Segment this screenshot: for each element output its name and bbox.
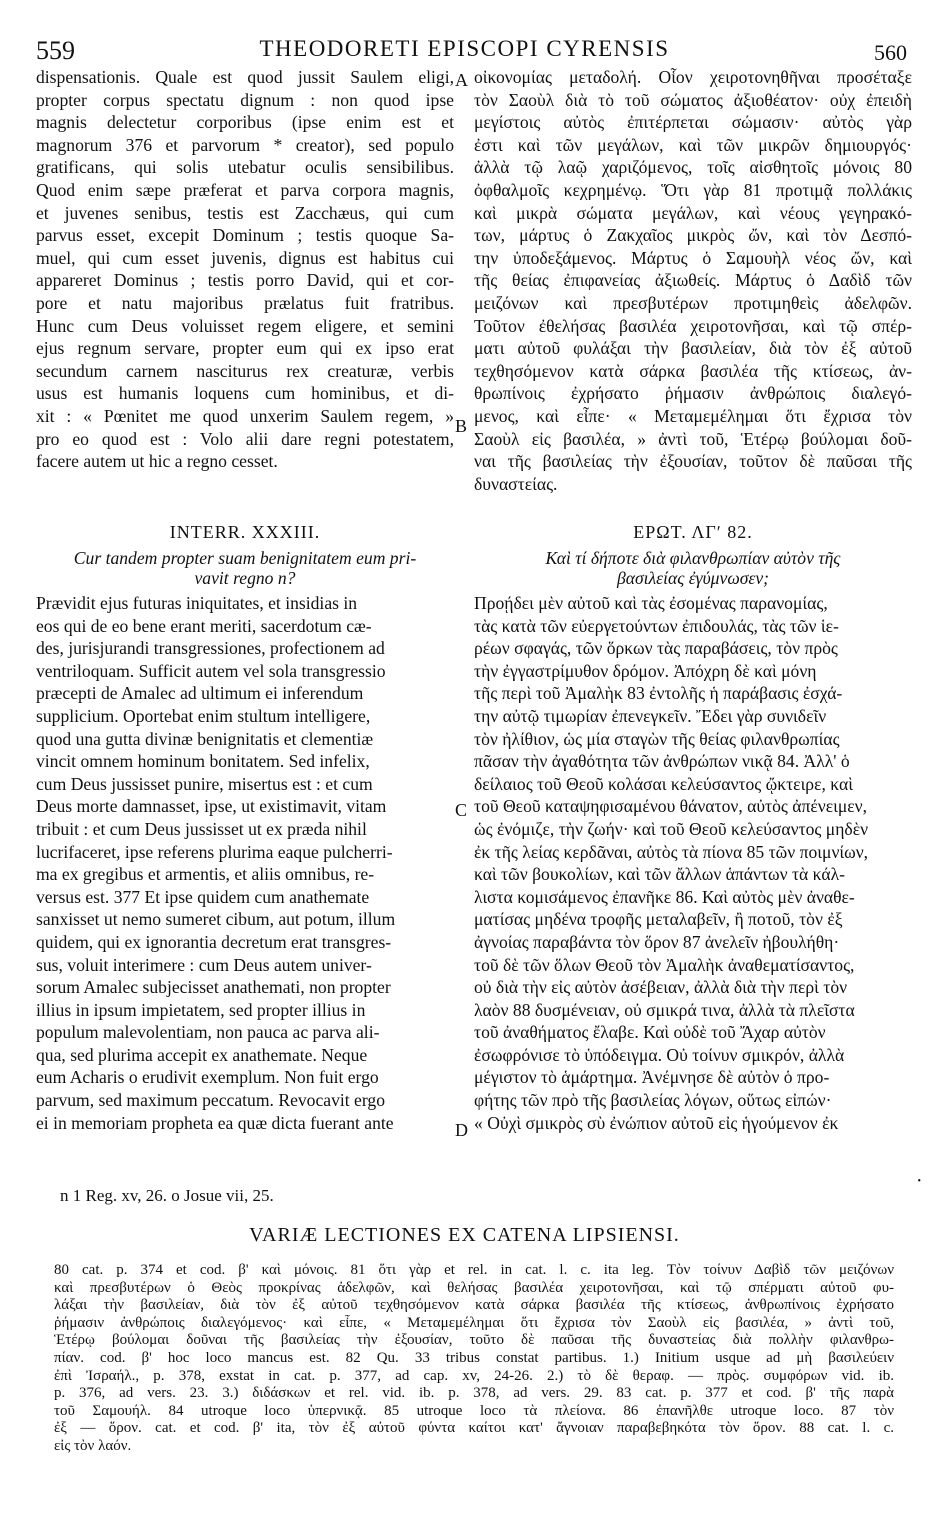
running-title: THEODORETI EPISCOPI CYRENSIS xyxy=(259,36,670,61)
text-line: ὀφθαλμοῖς κεχρημένῳ. Ὅτι γὰρ 81 προτιμᾷ πολλάκις xyxy=(474,179,912,200)
text-line: facere autem ut hic a regno cesset. xyxy=(36,451,278,472)
text-line: des, jurisjurandi transgressiones, profectionem ad xyxy=(36,638,385,659)
text-line: την αὐτῷ τιμωρίαν ἐπενεγκεῖν. Ἔδει γὰρ συνιδεῖν xyxy=(474,705,827,726)
text-line: parvus esset, excepit Dominum ; testis quoque Sa- xyxy=(36,225,454,246)
footnote: n 1 Reg. xv, 26. o Josue vii, 25. xyxy=(60,1186,274,1205)
text-line: τὸν ἠλίθιον, ὡς μία σταγὼν τῆς θείας φιλανθρωπίας xyxy=(474,728,840,749)
text-line: vincit omnem hominum bonitatem. Sed infelix, xyxy=(36,751,370,772)
latin-column-bottom xyxy=(36,592,454,1134)
text-line: πᾶσαν τὴν ἀγαθότητα τῶν ἀνθρώπων νικᾷ 84. Ἀλλ' ὁ xyxy=(474,751,850,772)
text-line: θρωπίνοις ἐχρήσατο ῥήμασιν ἀνθρώποις διαλεγό- xyxy=(474,383,912,404)
text-line: Quod enim sæpe præferat et parva corpora magnis, xyxy=(36,179,454,200)
latin-subtitle-line-2: vavit regno n? xyxy=(194,568,296,588)
text-line: dispensationis. Quale est quod jussit Saulem eligi, xyxy=(36,67,454,87)
text-line: ματίσας μηδένα τροφῆς μεταλαβεῖν, ἢ ποτοῦ, τὸν ἐξ xyxy=(474,909,843,930)
variant-line: Ἑτέρῳ βούλομαι δοῦναι τῆς βασιλείας τὴν ἐξουσίαν, τοῦτο δὲ παῦσαι τῆς δυναστείας διὰ πολλὴν φιλανθρω- xyxy=(54,1332,894,1349)
variant-line: ἐξ — ὅρον. cat. et cod. β' ita, τὸν ἐξ αὐτοῦ φύντα καίτοι κατ' ἄγνοιαν παραβεβηκότα τὸν ὅρον. 88 cat. l. c. xyxy=(54,1420,894,1437)
text-line: λαὸν 88 δυσμένειαν, οὐ σμικρά τινα, ἀλλὰ τὰ πλεῖστα xyxy=(474,999,855,1020)
text-line: ὡς ἐνόμιζε, τὴν ζωήν· καὶ τοῦ Θεοῦ κελεύσαντος μηδὲν xyxy=(474,818,869,839)
text-line: τοῦ Θεοῦ καταψηφισαμένου θάνατον, αὐτὸς ἀπένειμεν, xyxy=(474,796,868,817)
text-line: secundum carnem nasciturus rex creaturæ, verbis xyxy=(36,360,454,381)
text-line: οὐ διὰ τὴν εἰς αὐτὸν ἀσέβειαν, ἀλλὰ διὰ τὴν περὶ τὸν xyxy=(474,977,848,998)
text-line: ναι τῆς βασιλείας τὴν ἐξουσίαν, τοῦτον δὲ παῦσαι τῆς xyxy=(474,451,912,472)
text-line: qua, sed plurima accepit ex anathemate. Neque xyxy=(36,1044,368,1065)
text-line: sanxisset ut nemo sumeret cibum, aut potum, illum xyxy=(36,909,396,930)
text-line: eum Acharis o erudivit exemplum. Non fuit ergo xyxy=(36,1067,379,1088)
variant-line: πίαν. cod. β' hoc loco mancus est. 82 Qu. 33 tribus constat partibus. 1.) Initium usque ad μὴ βασιλεύειν xyxy=(54,1349,894,1366)
text-line: μενος, καὶ εἶπε· « Μεταμεμέλημαι ὅτι ἔχρισα τὸν xyxy=(474,405,912,426)
variant-line: 80 cat. p. 374 et cod. β' καὶ μόνοις. 81 ὅτι γὰρ et rel. in cat. l. c. ita leg. Τὸν τοίνυν Δαβὶδ τῶν μειζόνων xyxy=(54,1262,894,1278)
variae-title: VARIÆ LECTIONES EX CATENA LIPSIENSI. xyxy=(249,1224,680,1246)
greek-column-bottom xyxy=(474,592,912,1134)
variae-text xyxy=(54,1262,894,1456)
text-line: parvum, sed maximum peccatum. Revocavit ergo xyxy=(36,1090,386,1111)
variant-line: ῥήμασιν ἀνθρώποις διαλεγόμενος· καὶ εἶπε, « Μεταμεμέλημαι ὅτι ἔχρισα τὸν Σαοὺλ εἰς βασιλέα, » ἀντὶ τοῦ, xyxy=(54,1314,894,1331)
text-line: ἀλλὰ τῷ λαῷ χαριζόμενος, τοῖς αἰσθητοῖς μόνοις 80 xyxy=(474,157,912,178)
text-line: sus, voluit interimere : cum Deus autem univer- xyxy=(36,954,372,975)
text-line: tribuit : et cum Deus jussisset ut ex præda nihil xyxy=(36,818,367,839)
text-line: appareret Dominus ; testis porro David, qui et cor- xyxy=(36,270,454,291)
text-line: xit : « Pœnitet me quod unxerim Saulem regem, » xyxy=(36,405,454,426)
text-line: magnis delectetur corporibus (ipse enim est et xyxy=(36,112,454,133)
text-line: Σαοὺλ εἰς βασιλέα, » ἀντὶ τοῦ, Ἑτέρῳ βούλομαι δοῦ- xyxy=(474,428,912,449)
text-line: λιστα κομισάμενος ἐπανῆκε 86. Καὶ αὐτὸς μὲν ἀναθε- xyxy=(474,886,855,907)
text-line: Τοῦτον ἐθελήσας βασιλέα χειροτονῆσαι, καὶ τῷ σπέρ- xyxy=(474,315,912,336)
greek-section-title: ΕΡΩΤ. ΛΓʹ 82. xyxy=(633,522,753,542)
latin-section-subtitle xyxy=(36,548,454,588)
text-line: ἀγνοίας παραβάντα τὸν ὅρον 87 ἀνελεῖν ἠβουλήθη· xyxy=(474,931,840,952)
text-line: ejus regnum servare, propter eum qui ex ipso erat xyxy=(36,338,454,359)
greek-subtitle-line-2: βασιλείας ἐγύμνωσεν; xyxy=(616,568,770,588)
text-line: δείλαιος τοῦ Θεοῦ κολάσαι κελεύσαντος ᾤκτειρε, καὶ xyxy=(474,773,853,794)
variant-line: p. 376, ad vers. 23. 3.) διδάσκων et rel. vid. ib. p. 378, ad vers. 29. 83 cat. p. 377 et cod. β' τῆς παρὰ xyxy=(54,1385,894,1402)
text-line: Prævidit ejus futuras iniquitates, et insidias in xyxy=(36,593,358,613)
text-line: ρέων σφαγάς, τῶν ὅρκων τὰς παραβάσεις, τὸν πρὸς xyxy=(474,638,838,659)
text-line: τὸν Σαοὺλ διὰ τὸ τοῦ σώματος ἀξιοθέατον· οὐχ ἐπειδὴ xyxy=(474,89,912,110)
text-line: Hunc cum Deus voluisset regem eligere, et semini xyxy=(36,315,454,336)
text-line: ἐστι καὶ τῶν μεγάλων, καὶ τῶν μικρῶν δημιουργός· xyxy=(474,134,912,155)
text-line: quidem, qui ex ignorantia decretum erat transgres- xyxy=(36,931,392,952)
text-line: supplicium. Oportebat enim stultum intelligere, xyxy=(36,705,371,726)
text-line: magnorum 376 et parvorum * creator), sed populo xyxy=(36,134,454,155)
text-line: τοῦ δὲ τῶν ὅλων Θεοῦ τὸν Ἀμαλὴκ ἀναθεματίσαντος, xyxy=(474,954,855,975)
text-line: Deus morte damnasset, ipse, ut existimavit, vitam xyxy=(36,796,387,817)
text-line: pore et natu majoribus prælatus fuit fratribus. xyxy=(36,292,454,313)
text-line: ἐκ τῆς λείας κερδᾶναι, αὐτὸς τὰ πίονα 85 τῶν ποιμνίων, xyxy=(474,841,869,862)
text-line: των, μάρτυς ὁ Ζακχαῖος μικρὸς ὤν, καὶ τὸν Δεσπό- xyxy=(474,225,912,246)
text-line: οἰκονομίας μεταδολή. Οἷον χειροτονηθῆναι προσέταξε xyxy=(474,67,912,87)
text-line: cum Deus jussisset punire, misertus est : et cum xyxy=(36,773,373,794)
text-line: Προῄδει μὲν αὐτοῦ καὶ τὰς ἐσομένας παρανομίας, xyxy=(474,593,828,613)
text-line: τῆς θείας ἐπιφανείας ἀξιωθείς. Μάρτυς ὁ Δαδὶδ τῶν xyxy=(474,270,912,291)
text-line: καὶ τῶν βουκολίων, καὶ τῶν ἄλλων ἁπάντων τὰ κάλ- xyxy=(474,864,845,885)
latin-subtitle-line-1: Cur tandem propter suam benignitatem eum pri- xyxy=(73,548,417,568)
text-line: τὰς κατὰ τῶν εὐεργετούντων ἐπιδουλάς, τὰς τῶν ἱε- xyxy=(474,615,839,636)
text-line: δυναστείας. xyxy=(474,473,558,494)
page-number-right: 560 xyxy=(874,40,907,65)
greek-section-subtitle xyxy=(474,548,912,588)
page-header xyxy=(0,30,929,70)
text-line: gratificans, qui solis utebatur oculis sensibilibus. xyxy=(36,157,454,178)
margin-letter-a: A xyxy=(455,70,468,90)
text-line: μειζόνων καὶ πρεσβυτέρων προτιμηθεὶς ἀδελφῶν. xyxy=(474,292,912,313)
variant-line: λάξαι τὴν βασιλείαν, διὰ τὸν ἐξ αὐτοῦ τεχθησόμενον κατὰ σάρκα βασιλέα τῆς κτίσεως, ἀνθρωπίνοις ἐχρήσατο xyxy=(54,1297,894,1314)
text-line: versus est. 377 Et ipse quidem cum anathemate xyxy=(36,886,370,907)
margin-letter-b: B xyxy=(455,416,468,436)
text-line: την ὑποδεξάμενος. Μάρτυς ὁ Σαμουὴλ νέος ὤν, καὶ xyxy=(474,247,912,268)
variant-line: τοῦ Σαμουήλ. 84 utroque loco ὑπερνικᾷ. 85 utroque loco τὰ πλείονα. 86 ἐπανῆλθε utroque loco. 87 τὸν xyxy=(54,1402,894,1419)
text-line: φήτης τῶν πρὸ τῆς βασιλείας λόγων, οὕτως εἰπών· xyxy=(474,1090,832,1111)
variant-line: ἐπὶ Ἰσραήλ., p. 378, exstat in cat. p. 377, ad cap. xv, 24-26. 2.) τὸ δὲ θεραφ. — πρὸς. συμφόρων vid. ib. xyxy=(54,1367,894,1384)
text-line: eos qui de eo bene erant meriti, sacerdotum cæ- xyxy=(36,615,372,636)
text-line: τεχθησόμενον κατὰ σάρκα βασιλέα τῆς κτίσεως, ἀν- xyxy=(474,360,912,381)
text-line: ventriloquam. Sufficit autem vel sola transgressio xyxy=(36,660,386,681)
text-line: usus est humanis loquens cum hominibus, et di- xyxy=(36,383,454,404)
variant-line: καὶ πρεσβυτέρων ὁ Θεὸς προκρίνας ἀδελφῶν, καὶ θελήσας βασιλέα χειροτονῆσαι, καὶ τῷ σπέρματι αὐτοῦ φυ- xyxy=(54,1279,894,1296)
text-line: ma ex gregibus et armentis, et aliis omnibus, re- xyxy=(36,864,375,885)
greek-column-top xyxy=(474,66,912,495)
text-line: pro eo quod est : Volo alii dare regni potestatem, xyxy=(36,428,454,449)
text-line: ei in memoriam propheta ea quæ dicta fuerant ante xyxy=(36,1112,394,1133)
text-line: ἐσωφρόνισε τὸ ὑπόδειγμα. Οὐ τοίνυν σμικρόν, ἀλλὰ xyxy=(474,1044,845,1065)
latin-column-top xyxy=(36,66,454,473)
text-line: præcepti de Amalec ad ultimum ei inferendum xyxy=(36,683,364,704)
corner-mark: • xyxy=(917,1176,921,1187)
text-line: ματι αὐτοῦ φυλάξαι τὴν βασιλείαν, διὰ τὸν ἐξ αὐτοῦ xyxy=(474,338,912,359)
text-line: τῆς περὶ τοῦ Ἀμαλὴκ 83 ἐντολῆς ἡ παράβασις ἐσχά- xyxy=(474,683,843,704)
text-line: μεγίστοις αὐτὸς ἐπιτέρπεται σώμασιν· αὐτὸς γὰρ xyxy=(474,112,912,133)
greek-subtitle-line-1: Καὶ τί δήποτε διὰ φιλανθρωπίαν αὐτὸν τῆς xyxy=(545,548,841,568)
text-line: quod una gutta divinæ benignitatis et clementiæ xyxy=(36,728,374,749)
text-line: τοῦ ἀναθήματος ἔλαβε. Καὶ οὐδὲ τοῦ Ἄχαρ αὐτὸν xyxy=(474,1022,826,1043)
text-line: illius in ipsum impietatem, sed propter illius in xyxy=(36,999,366,1020)
text-line: propter corpus spectatu dignum : non quod ipse xyxy=(36,89,454,110)
text-line: μέγιστον τὸ ἁμάρτημα. Ἀνέμνησε δὲ αὐτὸν ὁ προ- xyxy=(474,1067,830,1088)
variant-line: εἰς τὸν λαόν. xyxy=(54,1437,132,1454)
text-line: populum malevolentiam, non pauca ac parva ali- xyxy=(36,1022,380,1043)
text-line: καὶ μικρὰ σώματα μεγάλων, καὶ νέους γεγηρακό- xyxy=(474,202,912,223)
text-line: lucrifaceret, ipse referens plurima eaque pulcherri- xyxy=(36,841,393,862)
text-line: muel, qui cum esset juvenis, dignus est habitus cui xyxy=(36,247,454,268)
text-line: sorum Amalec subjecisset anathemati, non propter xyxy=(36,977,391,998)
text-line: « Οὐχὶ σμικρὸς σὺ ἐνώπιον αὐτοῦ εἰς ἡγούμενον ἐκ xyxy=(474,1112,839,1133)
latin-section-title: INTERR. XXXIII. xyxy=(169,522,321,542)
text-line: et juvenes senibus, testis est Zacchæus, qui cum xyxy=(36,202,454,223)
text-line: τὴν ἐγγαστρίμυθον δρόμον. Ἀπόχρη δὲ καὶ μόνη xyxy=(474,660,817,681)
margin-letter-d: D xyxy=(455,1120,468,1140)
page-number-left: 559 xyxy=(36,36,75,65)
margin-letter-c: C xyxy=(455,800,468,820)
